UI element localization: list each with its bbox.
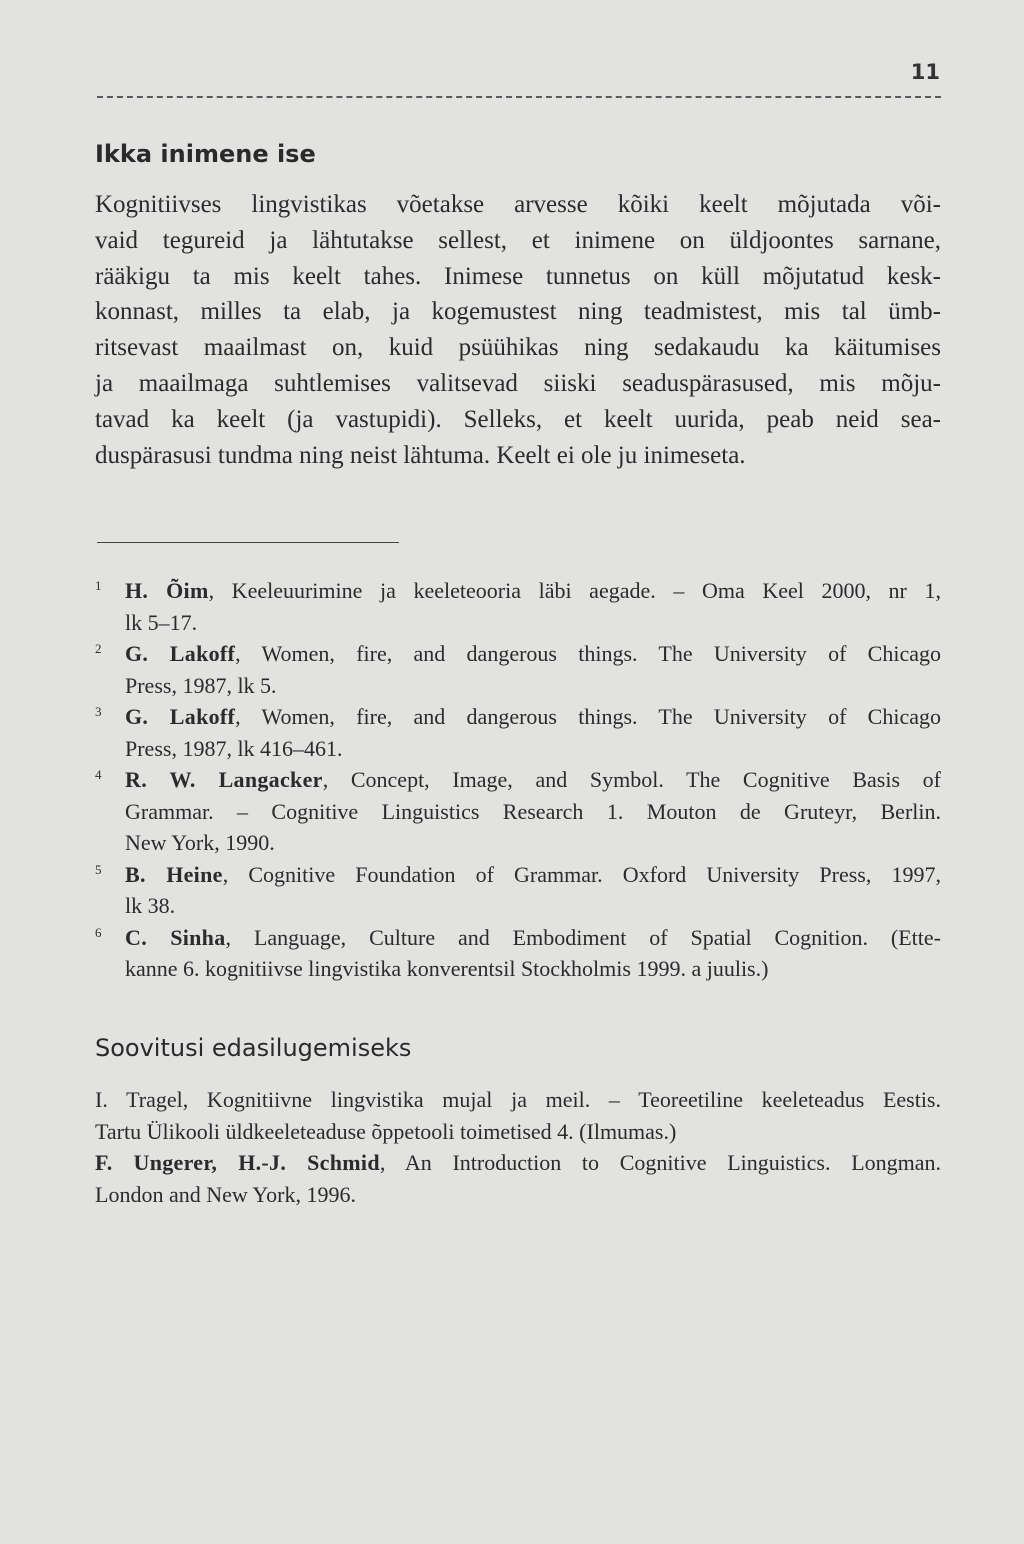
footnote-line: lk 38. [125,893,176,918]
footnote-line [125,575,941,607]
reading-line [95,1084,941,1116]
reading-author: F. Ungerer, H.-J. Schmid [95,1150,380,1175]
footnote [95,922,941,985]
footnote-line [125,701,941,733]
body-line: konnast, milles ta elab, ja kogemustest ning teadmistest, mis tal ümb- [95,298,941,326]
reading-text: , Kognitiivne lingvistika mujal ja meil. – Teoreetiline keeleteadus Eestis. [182,1087,941,1112]
further-reading-heading: Soovitusi edasilugemiseks [95,1034,412,1062]
footnote-list [95,575,941,985]
footnote [95,859,941,922]
body-line: rääkigu ta mis keelt tahes. Inimese tunnetus on küll mõjutatud kesk- [95,262,941,290]
footnote-text: , Women, fire, and dangerous things. The University of Chicago [235,641,941,666]
footnote-text: , Keeleuurimine ja keeleteooria läbi aegade. – Oma Keel 2000, nr 1, [208,578,941,603]
body-line: ritsevast maailmast on, kuid psüühikas ning sedakaudu ka käitumises [95,334,941,362]
footnote-author: G. Lakoff [125,641,236,666]
footnote-line [125,638,941,670]
header-dashed-rule [97,96,941,98]
further-reading-list [95,1084,941,1210]
footnote-author: H. Õim [125,578,209,603]
body-line: Kognitiivses lingvistikas võetakse arvesse kõiki keelt mõjutada või- [95,191,941,218]
footnote-line: Press, 1987, lk 416–461. [125,735,343,761]
footnote-mark: 2 [95,641,102,656]
page-number: 11 [910,60,940,84]
reading-line: Tartu Ülikooli üldkeeleteaduse õppetooli toimetised 4. (Ilmumas.) [95,1118,677,1144]
footnote-text: , Concept, Image, and Symbol. The Cognitive Basis of [322,767,941,792]
footnote-text: , Language, Culture and Embodiment of Spatial Cognition. (Ette- [225,924,941,950]
footnote [95,638,941,701]
reading-entry [95,1147,941,1210]
reading-text: , An Introduction to Cognitive Linguistics. Longman. [379,1150,942,1175]
body-line: ja maailmaga suhtlemises valitsevad siiski seaduspärasused, mis mõju- [95,369,941,397]
reading-entry [95,1084,941,1147]
reading-author: I. Tragel [95,1087,183,1112]
footnote-line: New York, 1990. [125,830,275,855]
footnote [95,764,941,859]
footnote-line: lk 5–17. [125,609,198,635]
footnote-mark: 3 [95,704,102,719]
footnote-author: B. Heine [125,861,223,887]
footnote-line: Press, 1987, lk 5. [125,672,277,698]
footnote-text: , Women, fire, and dangerous things. The University of Chicago [235,704,941,729]
footnote-mark: 4 [95,767,102,782]
footnote [95,575,941,638]
footnote-mark: 1 [95,578,102,593]
footnote-line [125,859,941,891]
footnote-line [125,922,941,954]
footnote-mark: 5 [95,861,102,877]
footnote [95,701,941,764]
footnote-separator [97,542,399,543]
footnote-author: G. Lakoff [125,704,236,729]
body-line: tavad ka keelt (ja vastupidi). Selleks, et keelt uurida, peab neid sea- [95,405,941,433]
section-heading: Ikka inimene ise [95,140,316,168]
footnote-line [125,764,941,796]
reading-line [95,1147,941,1179]
footnote-mark: 6 [95,924,102,940]
footnote-line: kanne 6. kognitiivse lingvistika konverentsil Stockholmis 1999. a juulis.) [125,956,769,981]
body-line: duspärasusi tundma ning neist lähtuma. Keelt ei ole ju inimeseta. [95,441,746,469]
footnote-text: , Cognitive Foundation of Grammar. Oxford University Press, 1997, [222,861,941,887]
footnote-author: C. Sinha [125,924,226,950]
footnote-author: R. W. Langacker [125,767,323,792]
footnote-line: Grammar. – Cognitive Linguistics Research 1. Mouton de Gruteyr, Berlin. [125,798,941,824]
body-line: vaid tegureid ja lähtutakse sellest, et inimene on üldjoontes sarnane, [95,226,941,254]
body-paragraph [95,187,941,473]
reading-line: London and New York, 1996. [95,1181,356,1207]
